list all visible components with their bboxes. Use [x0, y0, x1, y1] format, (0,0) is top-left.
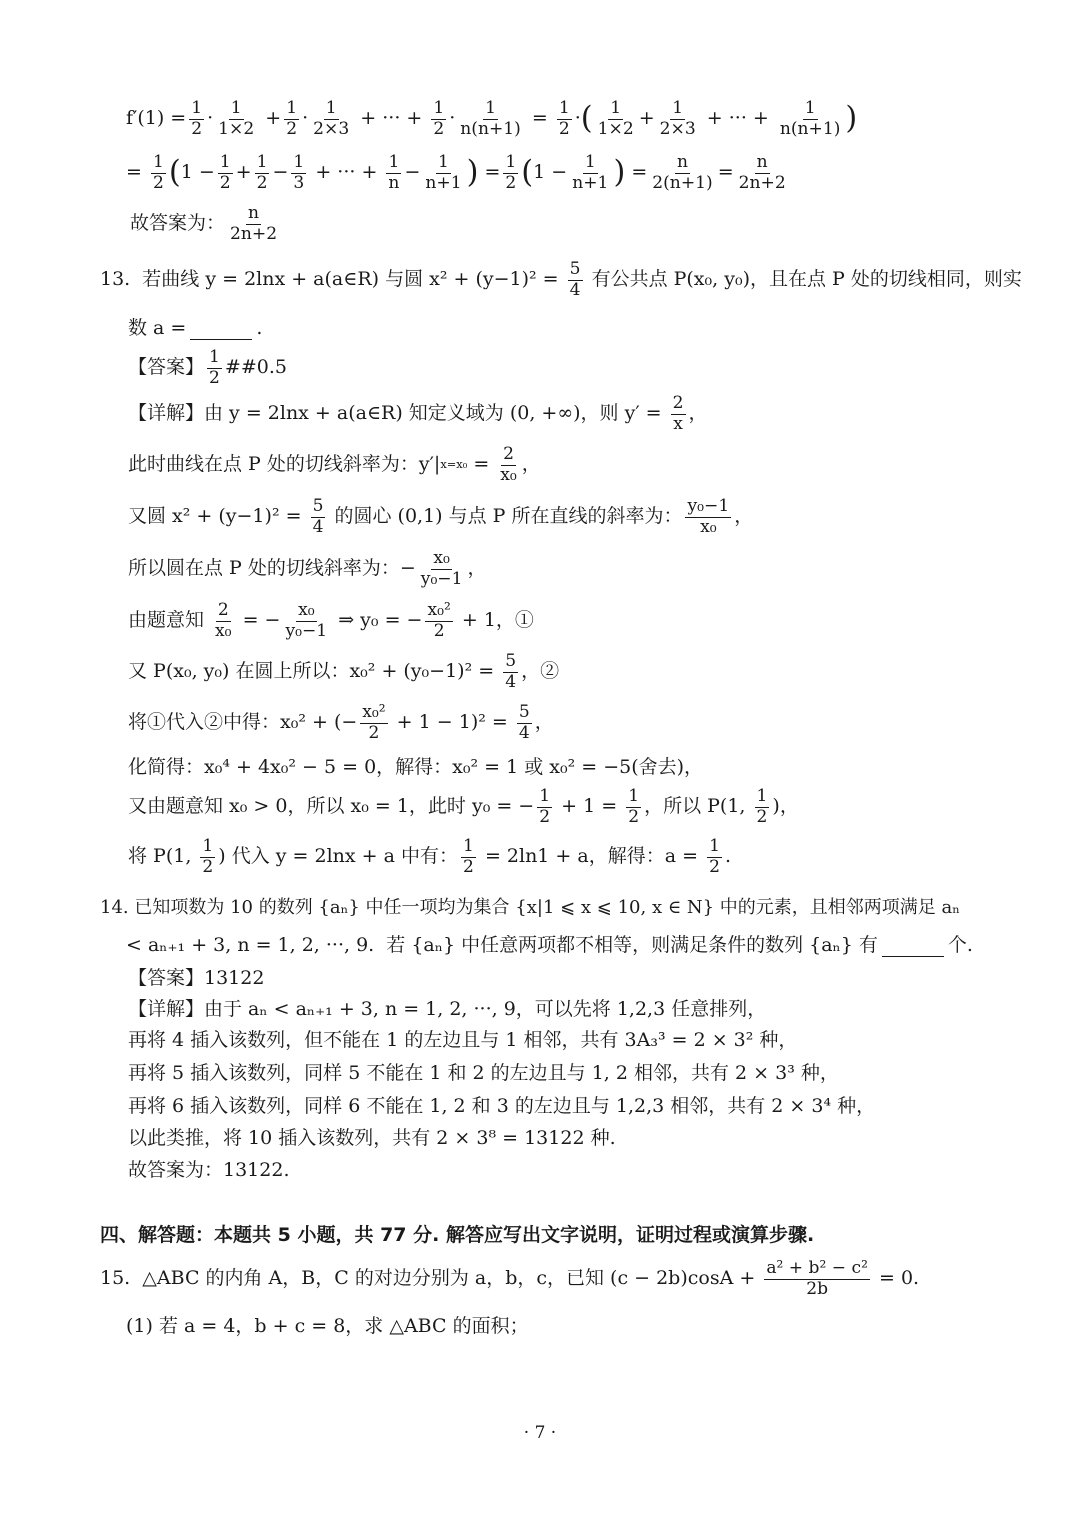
- q13-detail-line-10: 将 P(1, 1 2 ) 代入 y = 2lnx + a 中有： $\frac{1}{2}$ = 2ln1 + a，解得：a = $\frac{1}{2}$ .: [128, 835, 731, 877]
- fraction: $\frac{1}{n(n+1)}$: [779, 97, 841, 139]
- fraction: $\frac{1}{2}$: [152, 151, 164, 193]
- q13-stem-line-1: 13. 若曲线 y = 2lnx + a(a∈R) 与圆 x² + (y−1)² = $\frac{5}{4}$ 有公共点 P(x₀, y₀)，且在点 P 处的切线相同，则实: [100, 258, 1022, 300]
- q13-answer: 【答案】 1 2 ##0.5: [128, 346, 287, 388]
- fraction: 1 2: [209, 346, 220, 388]
- fraction: $\frac{\text{a² + b² − c²}}{2b}$: [766, 1257, 868, 1299]
- fraction: $\frac{2}{\text{x₀}}$: [215, 599, 232, 641]
- q13-stem-line-2: 数 a = .: [128, 317, 263, 340]
- fraction: $\frac{2}{x}$: [672, 392, 684, 434]
- fraction: y₀−1 x₀: [687, 495, 730, 537]
- fraction: $\frac{\text{x₀²}}{2}$: [427, 599, 451, 641]
- q12-lhs: f′(1) =: [126, 107, 187, 130]
- q13-detail-line-5: 由题意知 $\frac{2}{\text{x₀}}$ = − $\frac{\text{x₀}}{\text{y₀−1}}$ ⇒ y₀ = − $\frac{\text{x₀²}}{2}$ + 1，①: [128, 599, 534, 641]
- fraction: $\frac{5}{4}$: [518, 701, 530, 743]
- q13-detail-line-7: 将①代入②中得：x₀² + (− $\frac{\text{x₀²}}{2}$ + 1 − 1)² = $\frac{5}{4}$ ，: [128, 701, 554, 743]
- fraction: $\frac{1}{2}$: [558, 97, 570, 139]
- fraction: 1 2: [256, 151, 268, 193]
- fraction: 1 2×3: [313, 97, 350, 139]
- fraction: $\frac{5}{4}$: [312, 495, 324, 537]
- q15-part-1: (1) 若 a = 4，b + c = 8，求 △ABC 的面积；: [126, 1315, 529, 1338]
- q14-stem-line-2: < aₙ₊₁ + 3, n = 1, 2, ···, 9. 若 {aₙ} 中任意两项都不相等，则满足条件的数列 {aₙ} 有 个.: [126, 934, 973, 957]
- fraction: 1 2: [202, 835, 214, 877]
- fraction: $\frac{1}{2}$: [191, 97, 203, 139]
- fraction: $\frac{1}{n(n+1)}$: [460, 97, 521, 139]
- fraction: $\frac{5}{4}$: [505, 650, 517, 692]
- q12-final-answer: 故答案为： n 2n+2: [130, 202, 278, 244]
- q14-detail-line-5: 以此类推，将 10 插入该数列，共有 2 × 3⁸ = 13122 种.: [128, 1127, 616, 1150]
- q13-detail-line-8: 化简得：x₀⁴ + 4x₀² − 5 = 0，解得：x₀² = 1 或 x₀² = −5(舍去)，: [128, 756, 704, 779]
- fraction: 1 n+1: [572, 151, 609, 193]
- answer-blank: [882, 935, 944, 957]
- q13-detail-line-3: 又圆 x² + (y−1)² = $\frac{5}{4}$ 的圆心 (0,1) 与点 P 所在直线的斜率为： y₀−1 x₀ ，: [128, 495, 754, 537]
- fraction: 1 2: [505, 151, 517, 193]
- fraction: 1 3: [293, 151, 305, 193]
- fraction: n 2(n+1): [652, 151, 713, 193]
- q15-stem: 15. △ABC 的内角 A，B，C 的对边分别为 a，b，c，已知 (c − 2b)cosA + $\frac{\text{a² + b² − c²}}{2b}$ = 0.: [100, 1257, 920, 1299]
- answer-blank: [190, 318, 252, 340]
- fraction: 1 n+1: [425, 151, 462, 193]
- q14-detail-line-4: 再将 6 插入该数列，同样 6 不能在 1, 2 和 3 的左边且与 1,2,3 相邻，共有 2 × 3⁴ 种，: [128, 1095, 876, 1118]
- q14-detail-line-3: 再将 5 插入该数列，同样 5 不能在 1 和 2 的左边且与 1, 2 相邻，共有 2 × 3³ 种，: [128, 1062, 839, 1085]
- q14-stem-line-1: 14. 已知项数为 10 的数列 {aₙ} 中任一项均为集合 {x|1 ⩽ x ⩽ 10, x ∈ N} 中的元素，且相邻两项满足 aₙ: [100, 896, 961, 918]
- fraction: 1 2: [756, 785, 768, 827]
- q13-detail-line-6: 又 P(x₀, y₀) 在圆上所以：x₀² + (y₀−1)² = $\frac{5}{4}$ ，②: [128, 650, 560, 692]
- fraction: $\frac{\text{x₀}}{\text{y₀−1}}$: [420, 547, 463, 589]
- fraction: 1 1×2: [218, 97, 255, 139]
- fraction: 1 2×3: [659, 97, 696, 139]
- fraction: $\frac{2}{\text{x₀}}$: [500, 443, 517, 485]
- q14-detail-line-1: 【详解】由于 aₙ < aₙ₊₁ + 3, n = 1, 2, ···, 9，可以先将 1,2,3 任意排列，: [128, 998, 767, 1021]
- q13-detail-line-9: 又由题意知 x₀ > 0，所以 x₀ = 1，此时 y₀ = − $\frac{1}{2}$ + 1 = $\frac{1}{2}$ ，所以 P(1, 1 2 )，: [128, 785, 799, 827]
- fraction: $\frac{1}{2}$: [433, 97, 445, 139]
- fraction: $\frac{1}{2}$: [628, 785, 640, 827]
- section-heading: 四、解答题：本题共 5 小题，共 77 分. 解答应写出文字说明，证明过程或演算步骤.: [100, 1224, 815, 1247]
- fraction: $\frac{1}{2}$: [539, 785, 551, 827]
- q13-detail-line-2: 此时曲线在点 P 处的切线斜率为：y′| x=x₀ = $\frac{2}{\text{x₀}}$ ，: [128, 443, 541, 485]
- fraction: $\frac{5}{4}$: [569, 258, 581, 300]
- fraction: $\frac{1}{2}$: [709, 835, 720, 877]
- fraction: 1 2: [219, 151, 231, 193]
- fraction: $\frac{1}{2}$: [463, 835, 474, 877]
- fraction: $\frac{\text{x₀}}{\text{y₀−1}}$: [285, 599, 328, 641]
- fraction: n 2n+2: [230, 202, 278, 244]
- fraction: 1 2: [286, 97, 298, 139]
- fraction: $\frac{1}{n}$: [388, 151, 400, 193]
- q14-detail-line-6: 故答案为：13122.: [128, 1159, 290, 1182]
- q13-detail-line-4: 所以圆在点 P 处的切线斜率为：− $\frac{\text{x₀}}{\text{y₀−1}}$ ，: [128, 547, 487, 589]
- fraction: $\frac{\text{x₀²}}{2}$: [362, 701, 386, 743]
- fraction: n 2n+2: [738, 151, 786, 193]
- q13-detail-line-1: 【详解】由 y = 2lnx + a(a∈R) 知定义域为 (0, +∞)，则 y′ = $\frac{2}{x}$ ，: [128, 392, 708, 434]
- q12-equation-line-1: f′(1) = $\frac{1}{2}$ · 1 1×2 + 1 2 · 1 2×3 + ··· + $\frac{1}{2}$ · $\frac{1}{n(n+1)}$ = $\frac{1}{2}$ · ( 1 1×2 + 1 2×3 + ··· + $\frac{1}{n(n+1)}$ ): [126, 97, 858, 139]
- q14-answer: 【答案】13122: [128, 967, 265, 990]
- q12-equation-line-2: = $\frac{1}{2}$ ( 1 − 1 2 + 1 2 − 1 3 + ··· + $\frac{1}{n}$ − 1 n+1 ) = 1 2 ( 1 − 1 n+1 ) = n 2(n+1) = n 2n+2: [126, 151, 786, 193]
- page-number: · 7 ·: [523, 1423, 557, 1443]
- q14-detail-line-2: 再将 4 插入该数列，但不能在 1 的左边且与 1 相邻，共有 3A₃³ = 2 × 3² 种，: [128, 1029, 798, 1052]
- fraction: 1 1×2: [597, 97, 634, 139]
